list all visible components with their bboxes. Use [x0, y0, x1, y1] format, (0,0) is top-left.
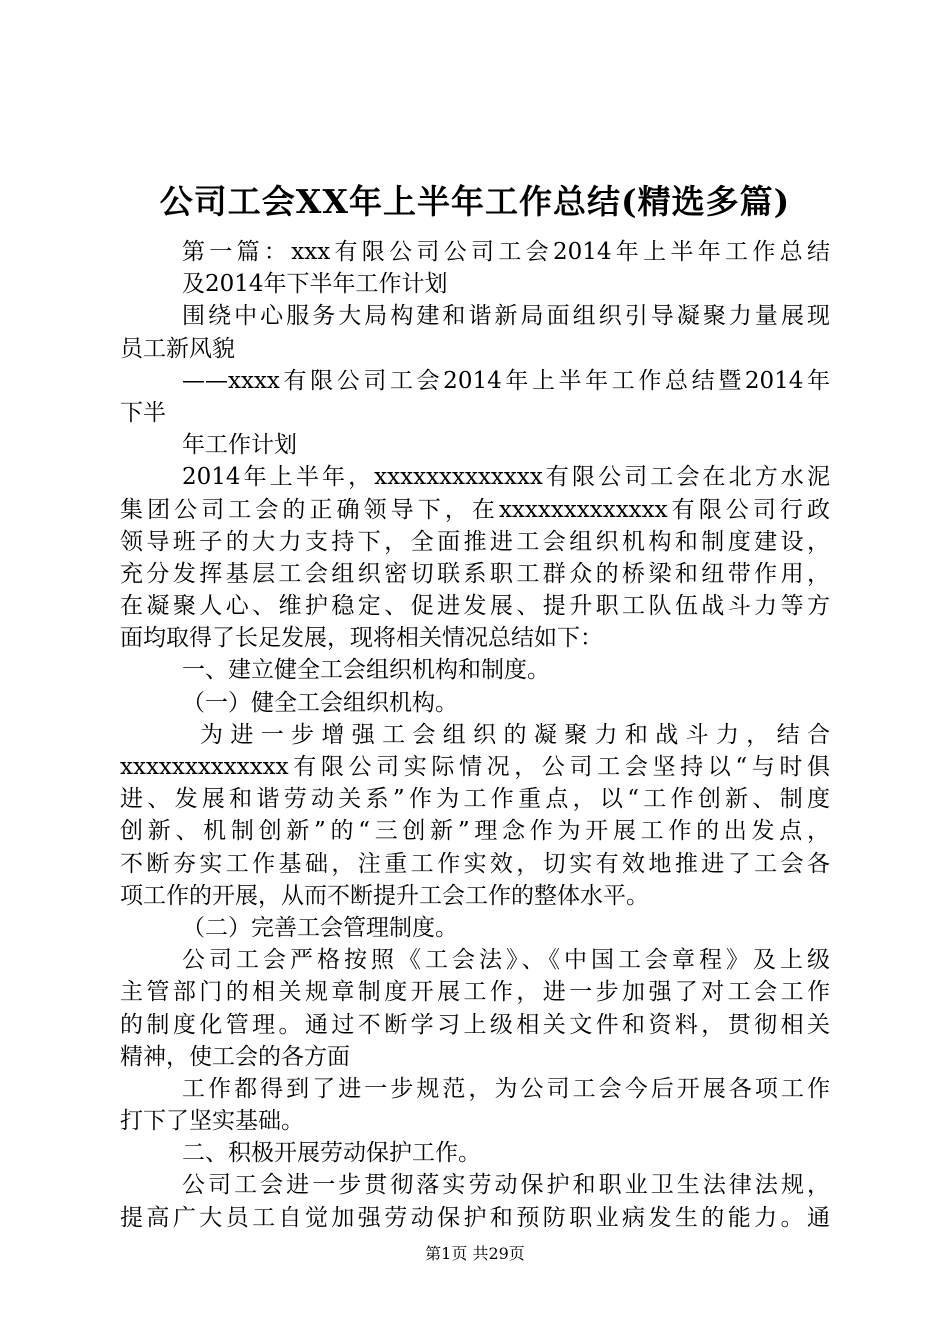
- text-line: 公司工会严格按照《工会法》、《中国工会章程》及上级: [182, 947, 830, 974]
- text-line: 员工新风貌: [120, 335, 235, 362]
- section-heading: 二、积极开展劳动保护工作。: [182, 1140, 481, 1167]
- text-line: 下半: [120, 399, 166, 426]
- text-line: ——xxxx有限公司工会2014年上半年工作总结暨2014年: [182, 367, 830, 394]
- text-line: 集团公司工会的正确领导下，在xxxxxxxxxxxxx有限公司行政: [120, 496, 830, 523]
- text-line: 2014年上半年，xxxxxxxxxxxxx有限公司工会在北方水泥: [182, 464, 830, 491]
- text-line: 年工作计划: [182, 432, 297, 459]
- text-line: 项工作的开展，从而不断提升工会工作的整体水平。: [120, 882, 649, 909]
- text-line: 进、发展和谐劳动关系”作为工作重点，以“工作创新、制度: [120, 786, 830, 813]
- subsection-heading: （二）完善工会管理制度。: [182, 914, 458, 941]
- text-line: 在凝聚人心、维护稳定、促进发展、提升职工队伍战斗力等方: [120, 593, 830, 620]
- section-heading: 一、建立健全工会组织机构和制度。: [182, 657, 550, 684]
- text-line: 及2014年下半年工作计划: [182, 271, 448, 298]
- text-line: 主管部门的相关规章制度开展工作，进一步加强了对工会工作: [120, 979, 830, 1006]
- subsection-heading: （一）健全工会组织机构。: [182, 689, 458, 716]
- text-line: 围绕中心服务大局构建和谐新局面组织引导凝聚力量展现: [182, 303, 830, 330]
- text-line: 工作都得到了进一步规范，为公司工会今后开展各项工作: [182, 1075, 830, 1102]
- document-title: 公司工会XX年上半年工作总结(精选多篇): [159, 182, 791, 221]
- text-line: 领导班子的大力支持下，全面推进工会组织机构和制度建设，: [120, 528, 830, 555]
- text-line: 打下了坚实基础。: [120, 1108, 304, 1135]
- text-line: 充分发挥基层工会组织密切联系职工群众的桥梁和纽带作用，: [120, 560, 830, 587]
- text-line: 的制度化管理。通过不断学习上级相关文件和资料，贯彻相关: [120, 1011, 830, 1038]
- page-footer: 第1页 共29页: [425, 1244, 525, 1263]
- text-line: 面均取得了长足发展，现将相关情况总结如下：: [120, 625, 603, 652]
- text-line: 不断夯实工作基础，注重工作实效，切实有效地推进了工会各: [120, 850, 830, 877]
- text-line: 创新、机制创新”的“三创新”理念作为开展工作的出发点，: [120, 818, 830, 845]
- text-line: 公司工会进一步贯彻落实劳动保护和职业卫生法律法规，: [182, 1172, 830, 1199]
- text-line: 第一篇：xxx有限公司公司工会2014年上半年工作总结: [182, 239, 830, 265]
- text-line: 精神，使工会的各方面: [120, 1043, 350, 1070]
- text-line: 为进一步增强工会组织的凝聚力和战斗力，结合: [200, 721, 830, 748]
- text-line: 提高广大员工自觉加强劳动保护和预防职业病发生的能力。通: [120, 1204, 830, 1231]
- document-body: [120, 236, 830, 1234]
- text-line: xxxxxxxxxxxxx有限公司实际情况，公司工会坚持以“与时俱: [120, 754, 830, 780]
